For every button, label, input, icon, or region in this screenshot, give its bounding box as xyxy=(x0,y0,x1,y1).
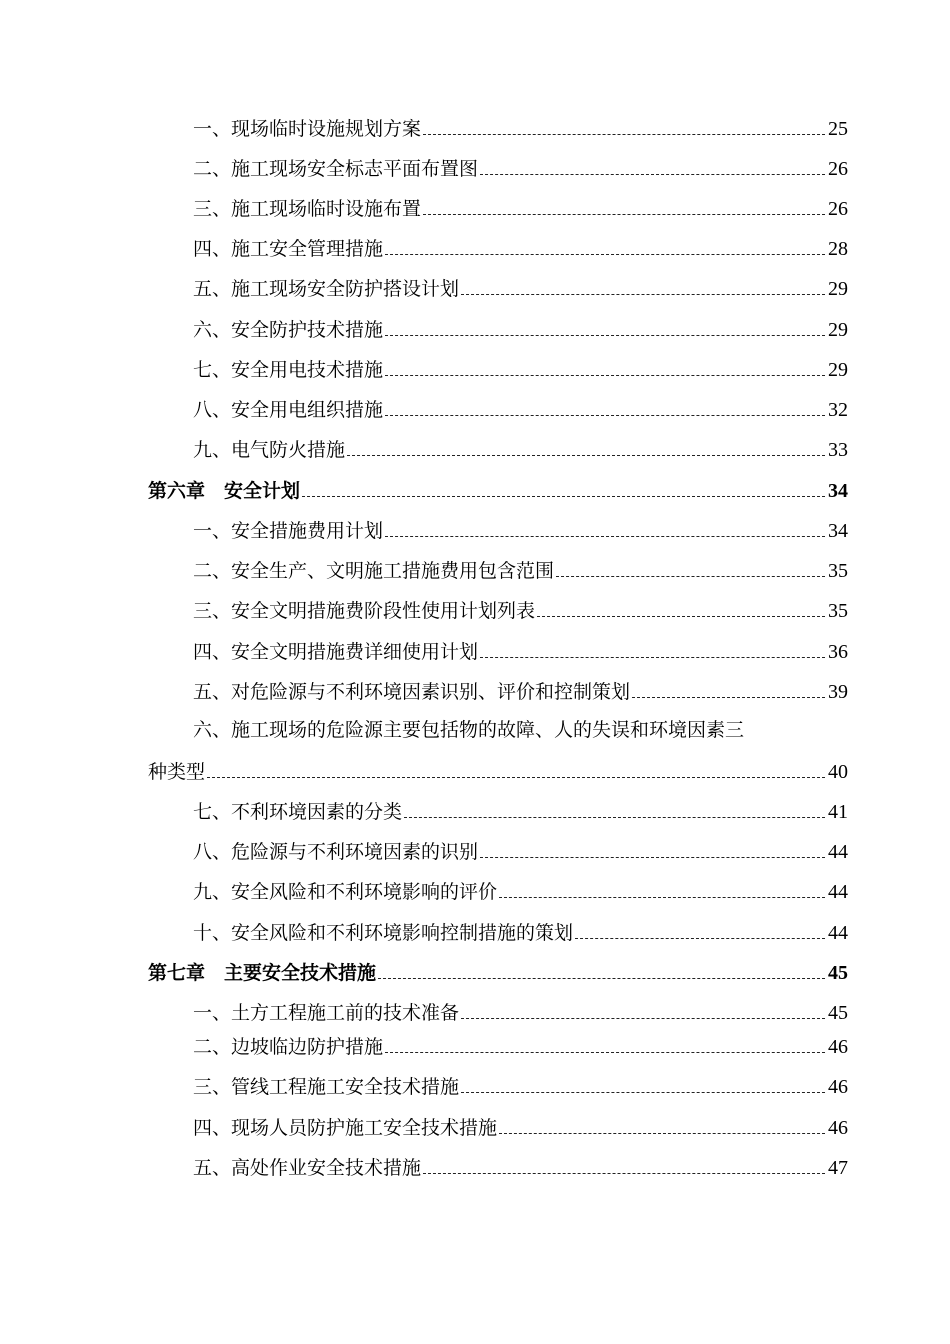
toc-entry-page: 35 xyxy=(828,560,848,582)
toc-entry-page: 28 xyxy=(828,238,848,260)
toc-chapter-entry[interactable] xyxy=(148,955,848,985)
toc-entry-title: 四、现场人员防护施工安全技术措施 xyxy=(193,1117,498,1139)
toc-entry-title: 五、高处作业安全技术措施 xyxy=(193,1157,422,1179)
dot-leader xyxy=(480,657,825,658)
toc-entry-title: 二、边坡临边防护措施 xyxy=(193,1036,384,1058)
toc-entry-page: 44 xyxy=(828,841,848,863)
dot-leader xyxy=(480,174,825,175)
toc-entry-title: 七、安全用电技术措施 xyxy=(193,359,384,381)
toc-entry-title: 三、施工现场临时设施布置 xyxy=(193,198,422,220)
toc-entry-title: 一、安全措施费用计划 xyxy=(193,520,384,542)
toc-entry-page: 40 xyxy=(828,761,848,783)
dot-leader xyxy=(575,938,825,939)
toc-entry[interactable] xyxy=(193,231,848,261)
toc-entry-title: 二、施工现场安全标志平面布置图 xyxy=(193,158,479,180)
toc-entry[interactable] xyxy=(193,834,848,864)
dot-leader xyxy=(632,697,825,698)
toc-entry-page: 39 xyxy=(828,681,848,703)
toc-entry-page: 47 xyxy=(828,1157,848,1179)
dot-leader xyxy=(385,536,825,537)
toc-entry-page: 33 xyxy=(828,439,848,461)
dot-leader xyxy=(385,1052,825,1053)
toc-entry[interactable] xyxy=(193,634,848,664)
toc-entry-page: 46 xyxy=(828,1036,848,1058)
toc-entry-page: 29 xyxy=(828,319,848,341)
dot-leader xyxy=(556,576,825,577)
toc-entry-page: 46 xyxy=(828,1076,848,1098)
toc-entry-page: 41 xyxy=(828,801,848,823)
dot-leader xyxy=(537,616,825,617)
dot-leader xyxy=(378,978,825,979)
toc-entry-page: 32 xyxy=(828,399,848,421)
toc-entry[interactable] xyxy=(193,1110,848,1140)
toc-entry[interactable] xyxy=(148,754,848,784)
toc-entry-title: 五、施工现场安全防护搭设计划 xyxy=(193,278,460,300)
toc-entry-page: 34 xyxy=(828,480,848,502)
dot-leader xyxy=(385,375,825,376)
toc-entry-page: 44 xyxy=(828,922,848,944)
toc-entry-title: 四、施工安全管理措施 xyxy=(193,238,384,260)
toc-entry-title: 四、安全文明措施费详细使用计划 xyxy=(193,641,479,663)
dot-leader xyxy=(480,857,825,858)
toc-entry-page: 34 xyxy=(828,520,848,542)
toc-chapter-entry[interactable] xyxy=(148,473,848,503)
toc-entry-title: 七、不利环境因素的分类 xyxy=(193,801,403,823)
toc-entry[interactable] xyxy=(193,111,848,141)
toc-entry-page: 44 xyxy=(828,881,848,903)
toc-entry[interactable] xyxy=(193,392,848,422)
toc-entry[interactable] xyxy=(193,593,848,623)
dot-leader xyxy=(499,1133,825,1134)
toc-entry[interactable] xyxy=(193,432,848,462)
toc-entry[interactable] xyxy=(193,1029,848,1059)
toc-entry-page: 36 xyxy=(828,641,848,663)
toc-entry-title: 五、对危险源与不利环境因素识别、评价和控制策划 xyxy=(193,681,631,703)
toc-entry-title: 六、安全防护技术措施 xyxy=(193,319,384,341)
dot-leader xyxy=(302,496,825,497)
toc-entry-title-line2: 种类型 xyxy=(148,761,206,783)
dot-leader xyxy=(404,817,825,818)
dot-leader xyxy=(385,254,825,255)
toc-entry[interactable] xyxy=(193,915,848,945)
toc-entry[interactable] xyxy=(193,874,848,904)
toc-entry-page: 25 xyxy=(828,118,848,140)
toc-entry-page: 26 xyxy=(828,158,848,180)
toc-entry-title: 十、安全风险和不利环境影响控制措施的策划 xyxy=(193,922,574,944)
toc-entry-title: 三、管线工程施工安全技术措施 xyxy=(193,1076,460,1098)
toc-entry[interactable] xyxy=(193,995,848,1025)
toc-entry-title: 八、危险源与不利环境因素的识别 xyxy=(193,841,479,863)
toc-entry[interactable] xyxy=(193,1150,848,1180)
toc-entry[interactable] xyxy=(193,312,848,342)
toc-entry-page: 45 xyxy=(828,962,848,984)
toc-entry[interactable] xyxy=(193,271,848,301)
toc-entry[interactable] xyxy=(193,151,848,181)
dot-leader xyxy=(423,1173,825,1174)
toc-entry-title: 八、安全用电组织措施 xyxy=(193,399,384,421)
toc-entry[interactable] xyxy=(193,674,848,704)
toc-entry[interactable] xyxy=(193,513,848,543)
toc-entry-title-line1[interactable]: 六、施工现场的危险源主要包括物的故障、人的失误和环境因素三 xyxy=(193,719,745,741)
dot-leader xyxy=(385,335,825,336)
toc-entry-page: 26 xyxy=(828,198,848,220)
toc-entry-title: 三、安全文明措施费阶段性使用计划列表 xyxy=(193,600,536,622)
dot-leader xyxy=(423,214,825,215)
toc-entry[interactable] xyxy=(193,794,848,824)
toc-entry-page: 45 xyxy=(828,1002,848,1024)
toc-entry-title: 第七章 主要安全技术措施 xyxy=(148,962,377,984)
toc-entry[interactable] xyxy=(193,1069,848,1099)
dot-leader xyxy=(461,1092,825,1093)
toc-entry-page: 35 xyxy=(828,600,848,622)
toc-entry[interactable] xyxy=(193,352,848,382)
toc-entry-page: 29 xyxy=(828,359,848,381)
toc-entry-page: 46 xyxy=(828,1117,848,1139)
toc-entry[interactable] xyxy=(193,553,848,583)
dot-leader xyxy=(347,455,825,456)
dot-leader xyxy=(499,897,825,898)
toc-entry-title: 第六章 安全计划 xyxy=(148,480,301,502)
dot-leader xyxy=(207,777,825,778)
toc-entry-title: 一、现场临时设施规划方案 xyxy=(193,118,422,140)
toc-entry-title: 二、安全生产、文明施工措施费用包含范围 xyxy=(193,560,555,582)
toc-entry-title: 一、土方工程施工前的技术准备 xyxy=(193,1002,460,1024)
toc-entry[interactable] xyxy=(193,191,848,221)
toc-entry-title: 九、电气防火措施 xyxy=(193,439,346,461)
dot-leader xyxy=(423,134,825,135)
dot-leader xyxy=(385,415,825,416)
dot-leader xyxy=(461,294,825,295)
toc-entry-title: 九、安全风险和不利环境影响的评价 xyxy=(193,881,498,903)
dot-leader xyxy=(461,1018,825,1019)
toc-entry-page: 29 xyxy=(828,278,848,300)
